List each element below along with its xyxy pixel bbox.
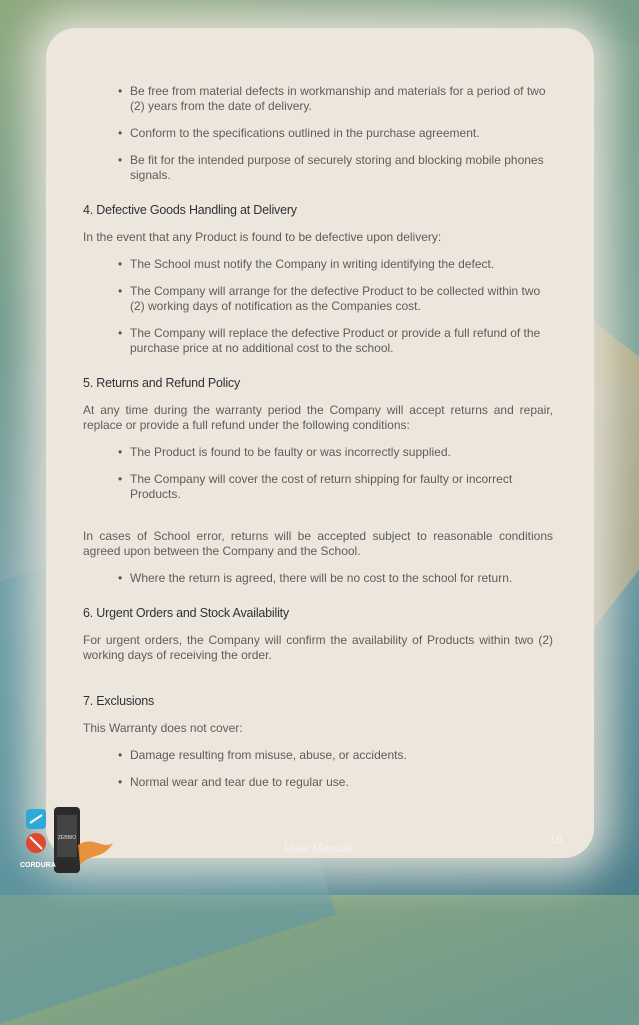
section-heading: 7. Exclusions — [83, 694, 155, 708]
defective-list — [83, 257, 553, 356]
document-body — [83, 84, 553, 790]
list-item: • Normal wear and tear due to regular use. — [83, 775, 553, 790]
brand-logo — [18, 805, 118, 885]
list-item: • Conform to the specifications outlined in the purchase agreement. — [83, 126, 553, 141]
device-label: ZEBBIO — [57, 835, 77, 841]
footer-title: User Manual — [284, 841, 353, 855]
paragraph: In cases of School error, returns will be accepted subject to reasonable conditions agreed upon between the Company and the School. — [83, 529, 553, 558]
list-item: • The Company will replace the defective Product or provide a full refund of the purchase price at no additional cost to the school. — [83, 326, 553, 356]
paragraph: In the event that any Product is found to be defective upon delivery: — [83, 230, 442, 244]
section-heading: 5. Returns and Refund Policy — [83, 376, 240, 390]
list-item: • Where the return is agreed, there will be no cost to the school for return. — [83, 571, 553, 586]
list-item: • The School must notify the Company in writing identifying the defect. — [83, 257, 553, 272]
exclusions-list — [83, 748, 553, 790]
list-item: • The Company will cover the cost of return shipping for faulty or incorrect Products. — [83, 472, 553, 502]
list-item: • Be fit for the intended purpose of securely storing and blocking mobile phones signals. — [83, 153, 553, 183]
paragraph: This Warranty does not cover: — [83, 721, 243, 735]
paragraph: At any time during the warranty period the Company will accept returns and repair, replace or provide a full refund under the following conditions: — [83, 403, 553, 432]
section-heading: 4. Defective Goods Handling at Delivery — [83, 203, 297, 217]
list-item: • The Company will arrange for the defective Product to be collected within two (2) working days of notification as the Companies cost. — [83, 284, 553, 314]
section-heading: 6. Urgent Orders and Stock Availability — [83, 606, 289, 620]
list-item: • Be free from material defects in workmanship and materials for a period of two (2) years from the date of delivery. — [83, 84, 553, 114]
list-item: • Damage resulting from misuse, abuse, or accidents. — [83, 748, 553, 763]
school-error-list — [83, 571, 553, 586]
returns-list — [83, 445, 553, 502]
paragraph: For urgent orders, the Company will confirm the availability of Products within two (2) working days of receiving the order. — [83, 633, 553, 662]
list-item: • The Product is found to be faulty or was incorrectly supplied. — [83, 445, 553, 460]
warranty-list — [83, 84, 553, 183]
page-number: 18 — [549, 832, 563, 846]
brand-label: CORDURA — [20, 862, 56, 869]
